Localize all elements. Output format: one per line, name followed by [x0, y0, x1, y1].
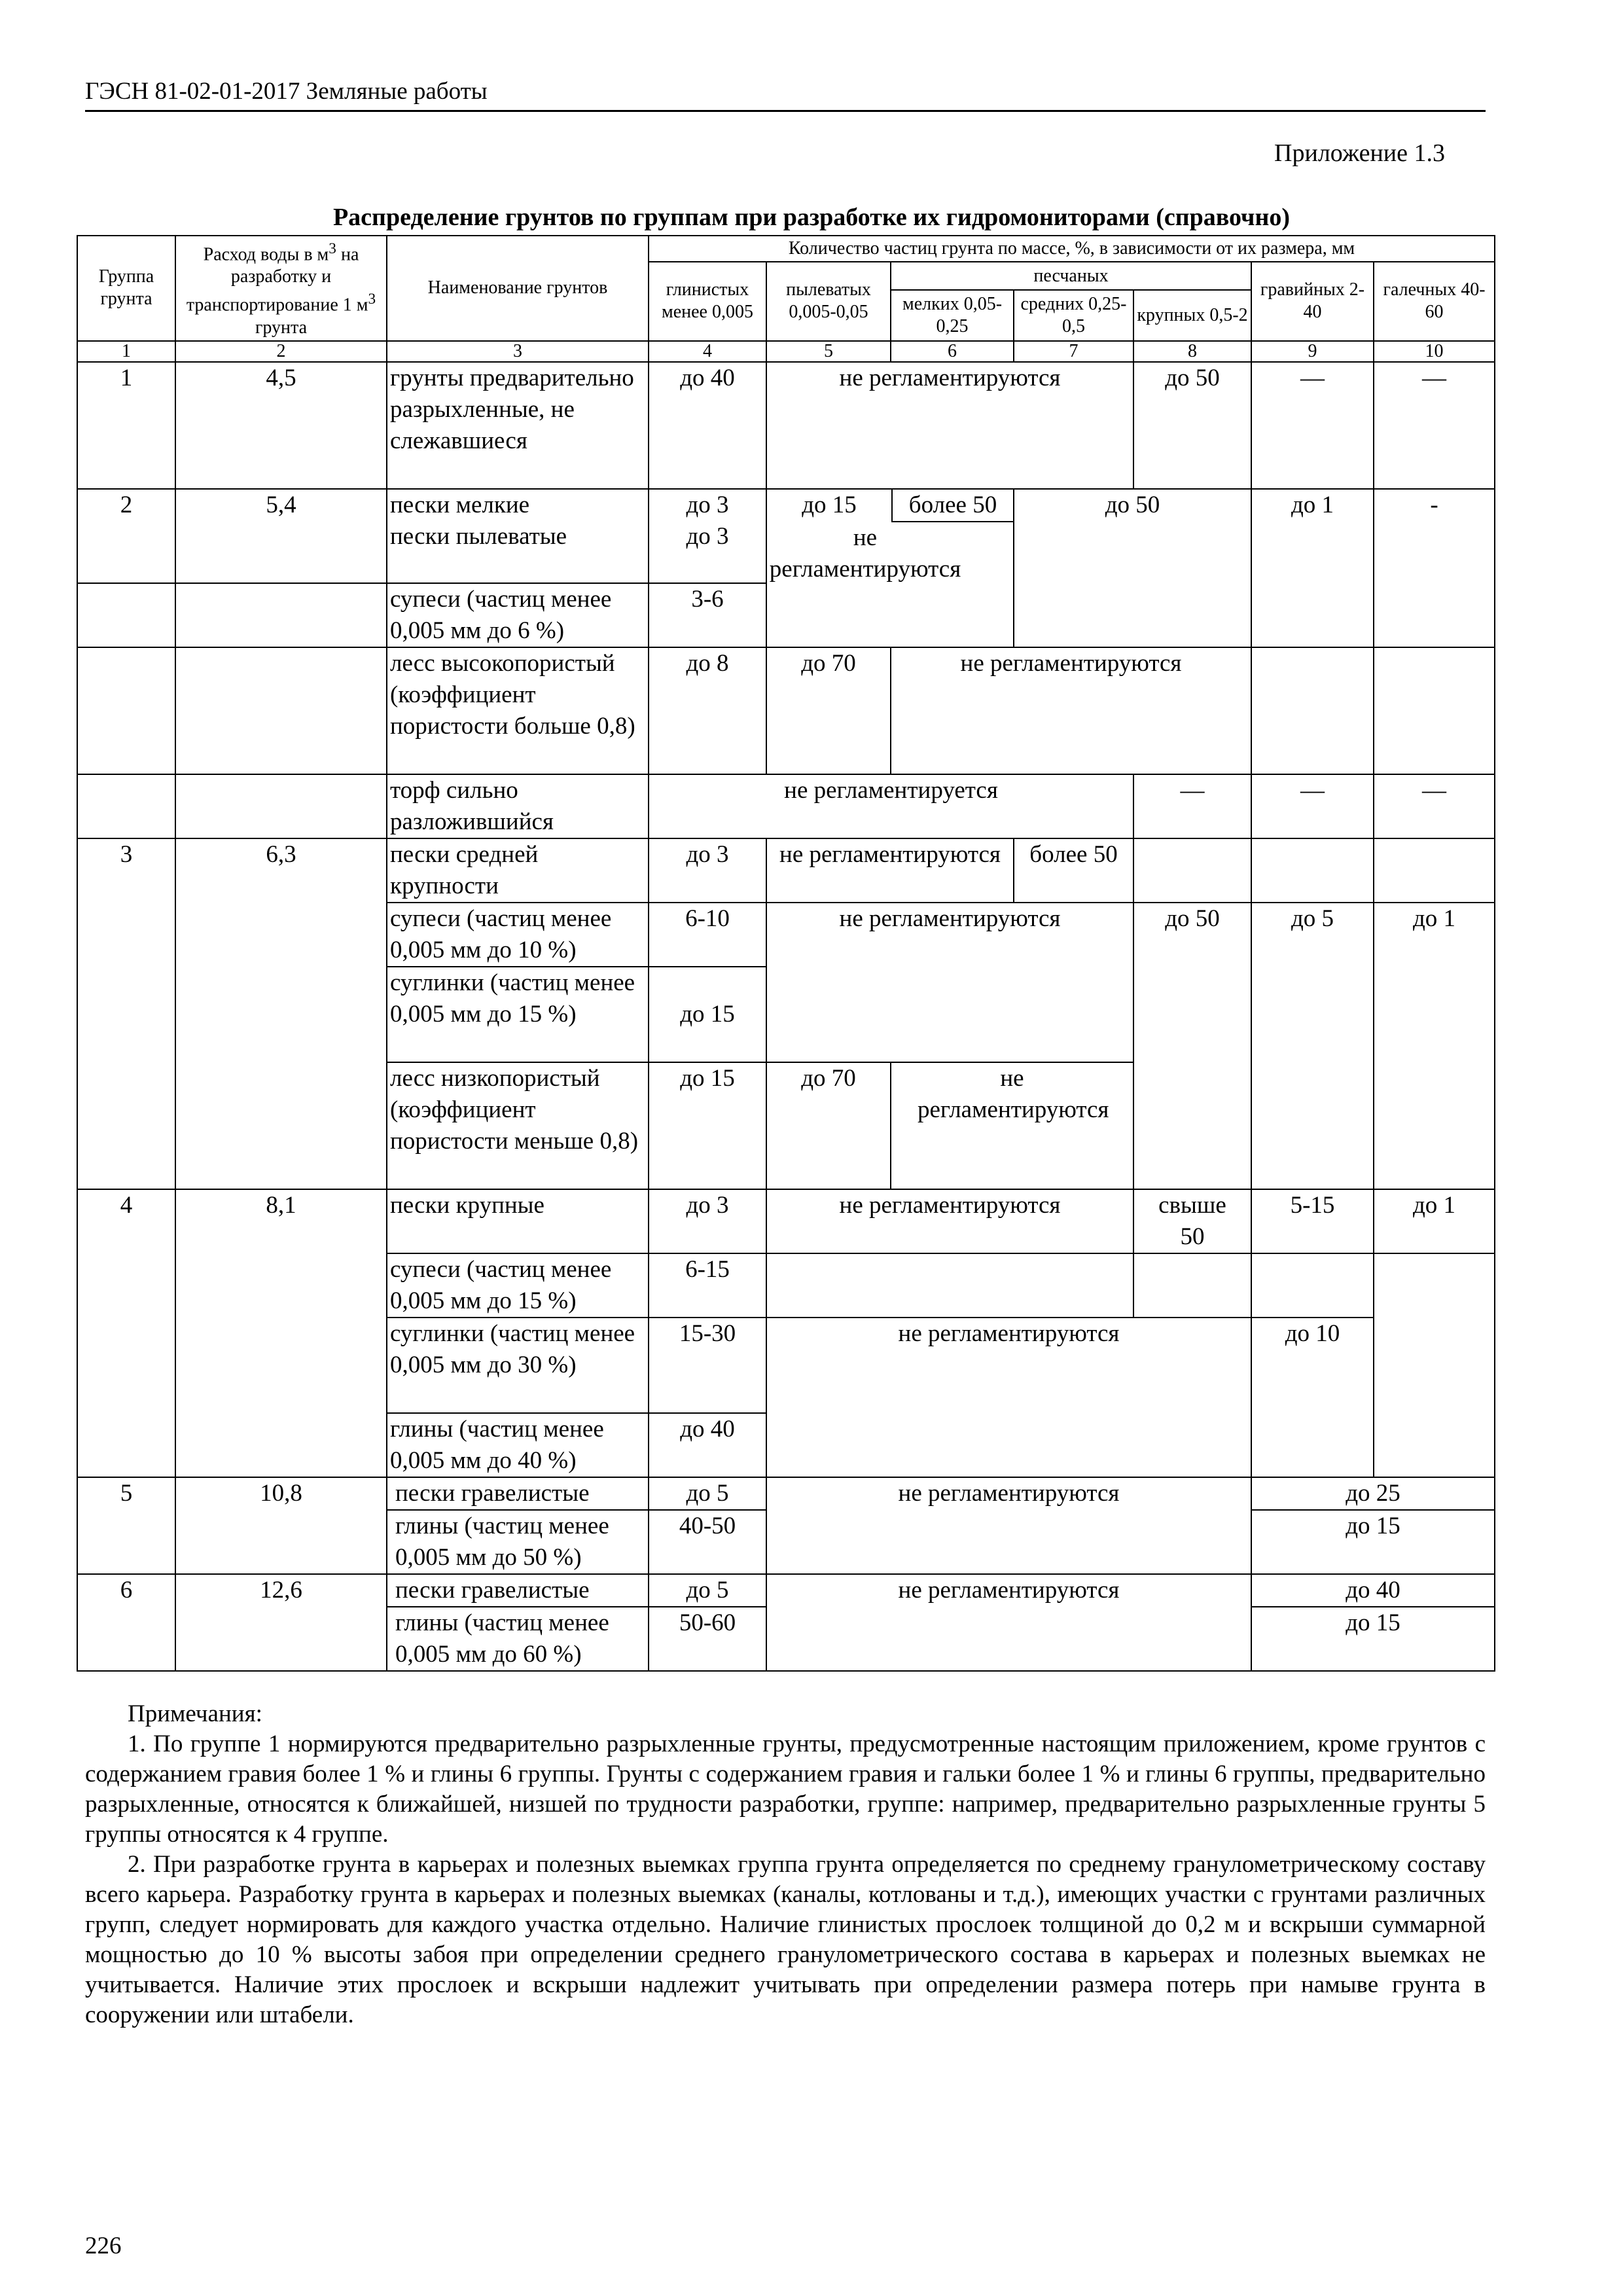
notes-heading: Примечания:	[128, 1700, 262, 1727]
clay-cell: до 5	[649, 1477, 766, 1510]
gravel-cell: до 5	[1251, 903, 1374, 1189]
silt-cell: до 70	[766, 647, 891, 774]
soil-name-cell: торф сильно разложившийся	[387, 774, 649, 838]
clay-cell: 15-30	[649, 1318, 766, 1413]
soil-name-cell: лесс низкопористый (коэффициент пористости меньше 0,8)	[387, 1062, 649, 1189]
pebble-cell: до 1	[1374, 903, 1495, 1189]
not-regulated-cell: не регламентируются	[766, 1477, 1251, 1574]
soil-name-line: пески пылеватые	[390, 522, 567, 550]
col-number: 10	[1374, 341, 1495, 362]
pebble-cell: до 1	[1374, 1189, 1495, 1253]
not-regulated-cell: не регламентируются	[766, 903, 1133, 1062]
coarse-cell: до 50	[1133, 362, 1251, 489]
col-number: 1	[77, 341, 175, 362]
water-cell: 8,1	[175, 1189, 387, 1477]
gravel-cell: —	[1251, 774, 1374, 838]
soil-name-cell: суглинки (частиц менее 0,005 мм до 30 %)	[387, 1318, 649, 1413]
water-cell: 5,4	[175, 489, 387, 583]
soil-name-cell: суглинки (частиц менее 0,005 мм до 15 %)	[387, 967, 649, 1062]
clay-value: до 3	[686, 491, 729, 518]
gravel-pebble-cell: до 25	[1251, 1477, 1495, 1510]
group-cell	[77, 583, 175, 647]
col-number: 2	[175, 341, 387, 362]
not-regulated-text: не регламентируются	[769, 524, 961, 583]
coarse-cell: до 50	[1133, 903, 1251, 1189]
col-header-sand: песчаных	[891, 262, 1251, 290]
clay-cell: до 15	[649, 1062, 766, 1189]
water-cell	[175, 647, 387, 774]
table-title: Распределение грунтов по группам при разработке их гидромониторами (справочно)	[332, 204, 1291, 231]
soil-name-cell: лесс высокопористый (коэффициент пористости больше 0,8)	[387, 647, 649, 774]
col-header-name: Наименование грунтов	[387, 236, 649, 341]
silt-value: до 15	[802, 491, 857, 518]
note-1: 1. По группе 1 нормируются предварительно разрыхленные грунты, предусмотренные настоящим приложением, кроме грунтов с содержанием гравия более 1 % и глины 6 группы. Грунты с содержанием гравия и гальки более 1 % и глины 6 группы, предварительно разрыхленные, относятся к ближайшей, низшей по трудности разработки, группе: например, предварительно разрыхленные грунты 5 группы относятся к 4 группе.	[85, 1731, 1486, 1848]
soil-name-cell	[387, 489, 649, 583]
medium-cell: более 50	[1014, 838, 1133, 903]
gravel-cell	[1251, 647, 1374, 774]
header-rule	[85, 110, 1486, 112]
col-number: 5	[766, 341, 891, 362]
col-number: 9	[1251, 341, 1374, 362]
soil-name-cell: пески крупные	[387, 1189, 649, 1253]
gravel-cell	[1251, 1253, 1374, 1318]
pebble-cell: —	[1374, 362, 1495, 489]
pebble-cell	[1374, 1253, 1495, 1477]
clay-cell: до 8	[649, 647, 766, 774]
col-header-gravel: гравийных 2-40	[1251, 262, 1374, 341]
not-regulated-cell: не регламентируются	[766, 1189, 1133, 1253]
col-header-group: Группа грунта	[77, 236, 175, 341]
gravel-cell: 5-15	[1251, 1189, 1374, 1253]
clay-cell: до 5	[649, 1574, 766, 1607]
clay-cell: 6-15	[649, 1253, 766, 1318]
col-header-sand-coarse: крупных 0,5-2	[1133, 290, 1251, 340]
empty-cell	[766, 1253, 1133, 1318]
col-header-silt: пылеватых 0,005-0,05	[766, 262, 891, 341]
not-regulated-cell: не регламентируются	[766, 1574, 1251, 1671]
soil-name-cell: супеси (частиц менее 0,005 мм до 6 %)	[387, 583, 649, 647]
notes-section	[85, 1699, 1486, 2030]
appendix-label: Приложение 1.3	[1274, 139, 1445, 167]
page-header: ГЭСН 81-02-01-2017 Земляные работы	[85, 78, 488, 105]
water-cell: 12,6	[175, 1574, 387, 1671]
pebble-cell	[1374, 838, 1495, 903]
gravel-pebble-cell: до 40	[1251, 1574, 1495, 1607]
clay-cell: 40-50	[649, 1510, 766, 1574]
gravel-pebble-cell: до 15	[1251, 1510, 1495, 1574]
group-cell	[77, 774, 175, 838]
group-cell: 5	[77, 1477, 175, 1574]
water-cell: 6,3	[175, 838, 387, 1189]
coarse-cell	[1133, 838, 1251, 903]
clay-value: до 3	[686, 522, 729, 550]
soil-groups-table	[77, 235, 1495, 1672]
soil-name-cell: глины (частиц менее 0,005 мм до 40 %)	[387, 1413, 649, 1477]
col-number: 6	[891, 341, 1014, 362]
col-header-water: Расход воды в $м^3$ на разработку и транспортирование 1 $м^3$ грунта	[175, 236, 387, 341]
soil-name-line: пески мелкие	[390, 491, 530, 518]
col-header-quantity: Количество частиц грунта по массе, %, в зависимости от их размера, мм	[649, 236, 1495, 262]
soil-name-cell: пески средней крупности	[387, 838, 649, 903]
not-regulated-cell: не регламентируются	[891, 647, 1251, 774]
col-header-pebble: галечных 40-60	[1374, 262, 1495, 341]
group-cell: 4	[77, 1189, 175, 1477]
pebble-cell: -	[1374, 489, 1495, 647]
group-cell: 3	[77, 838, 175, 1189]
col-header-sand-medium: средних 0,25-0,5	[1014, 290, 1133, 340]
coarse-cell	[1133, 1253, 1251, 1318]
group-cell: 2	[77, 489, 175, 583]
soil-name-cell: грунты предварительно разрыхленные, не слежавшиеся	[387, 362, 649, 489]
gravel-cell: —	[1251, 362, 1374, 489]
col-number: 8	[1133, 341, 1251, 362]
not-regulated-cell: не регламентируется	[649, 774, 1133, 838]
soil-name-cell: глины (частиц менее 0,005 мм до 50 %)	[387, 1510, 649, 1574]
note-2: 2. При разработке грунта в карьерах и полезных выемках группа грунта определяется по среднему гранулометрическому составу всего карьера. Разработку грунта в карьерах и полезных выемках (каналы, котлованы и т.д.), имеющих участки с грунтами различных групп, следует нормировать для каждого участка отдельно. Наличие глинистых прослоек толщиной до 0,2 м и вскрыши суммарной мощностью до 10 % высоты забоя при определении среднего гранулометрического состава в карьерах и полезных выемках не учитывается. Наличие этих прослоек и вскрыши надлежит учитывать при определении размера потерь при намыве грунта в сооружении или штабели.	[85, 1851, 1486, 2028]
clay-cell: до 40	[649, 362, 766, 489]
water-cell: 4,5	[175, 362, 387, 489]
gravel-pebble-cell: до 15	[1251, 1607, 1495, 1671]
clay-cell	[649, 489, 766, 583]
col-number: 7	[1014, 341, 1133, 362]
page-number: 226	[85, 2233, 122, 2259]
soil-name-cell: супеси (частиц менее 0,005 мм до 10 %)	[387, 903, 649, 967]
group-cell: 6	[77, 1574, 175, 1671]
clay-cell: 3-6	[649, 583, 766, 647]
soil-name-cell: глины (частиц менее 0,005 мм до 60 %)	[387, 1607, 649, 1671]
col-number: 4	[649, 341, 766, 362]
gravel-cell: до 10	[1251, 1318, 1374, 1477]
coarse-cell: —	[1133, 774, 1251, 838]
water-cell	[175, 583, 387, 647]
soil-name-cell: супеси (частиц менее 0,005 мм до 15 %)	[387, 1253, 649, 1318]
clay-cell: до 40	[649, 1413, 766, 1477]
soil-name-cell: пески гравелистые	[387, 1574, 649, 1607]
not-regulated-cell: не регламентируются	[766, 1318, 1251, 1477]
clay-cell: до 3	[649, 1189, 766, 1253]
group-cell: 1	[77, 362, 175, 489]
water-cell: 10,8	[175, 1477, 387, 1574]
coarse-cell: свыше 50	[1133, 1189, 1251, 1253]
silt-fine-cell	[766, 489, 1014, 647]
not-regulated-cell: не регламентируются	[766, 362, 1133, 489]
clay-cell: до 3	[649, 838, 766, 903]
gravel-cell: до 1	[1251, 489, 1374, 647]
clay-cell: 6-10	[649, 903, 766, 967]
not-regulated-cell: не регламентируются	[766, 838, 1014, 903]
water-cell	[175, 774, 387, 838]
group-cell	[77, 647, 175, 774]
pebble-cell: —	[1374, 774, 1495, 838]
clay-cell: 50-60	[649, 1607, 766, 1671]
col-number: 3	[387, 341, 649, 362]
col-header-clay: глинистых менее 0,005	[649, 262, 766, 341]
not-regulated-cell: не регламентируются	[891, 1062, 1133, 1189]
medium-coarse-cell: до 50	[1014, 489, 1251, 647]
gravel-cell	[1251, 838, 1374, 903]
col-header-sand-fine: мелких 0,05-0,25	[891, 290, 1014, 340]
silt-cell: до 70	[766, 1062, 891, 1189]
clay-cell: до 15	[649, 967, 766, 1062]
pebble-cell	[1374, 647, 1495, 774]
fine-value: более 50	[891, 490, 1013, 522]
soil-name-cell: пески гравелистые	[387, 1477, 649, 1510]
